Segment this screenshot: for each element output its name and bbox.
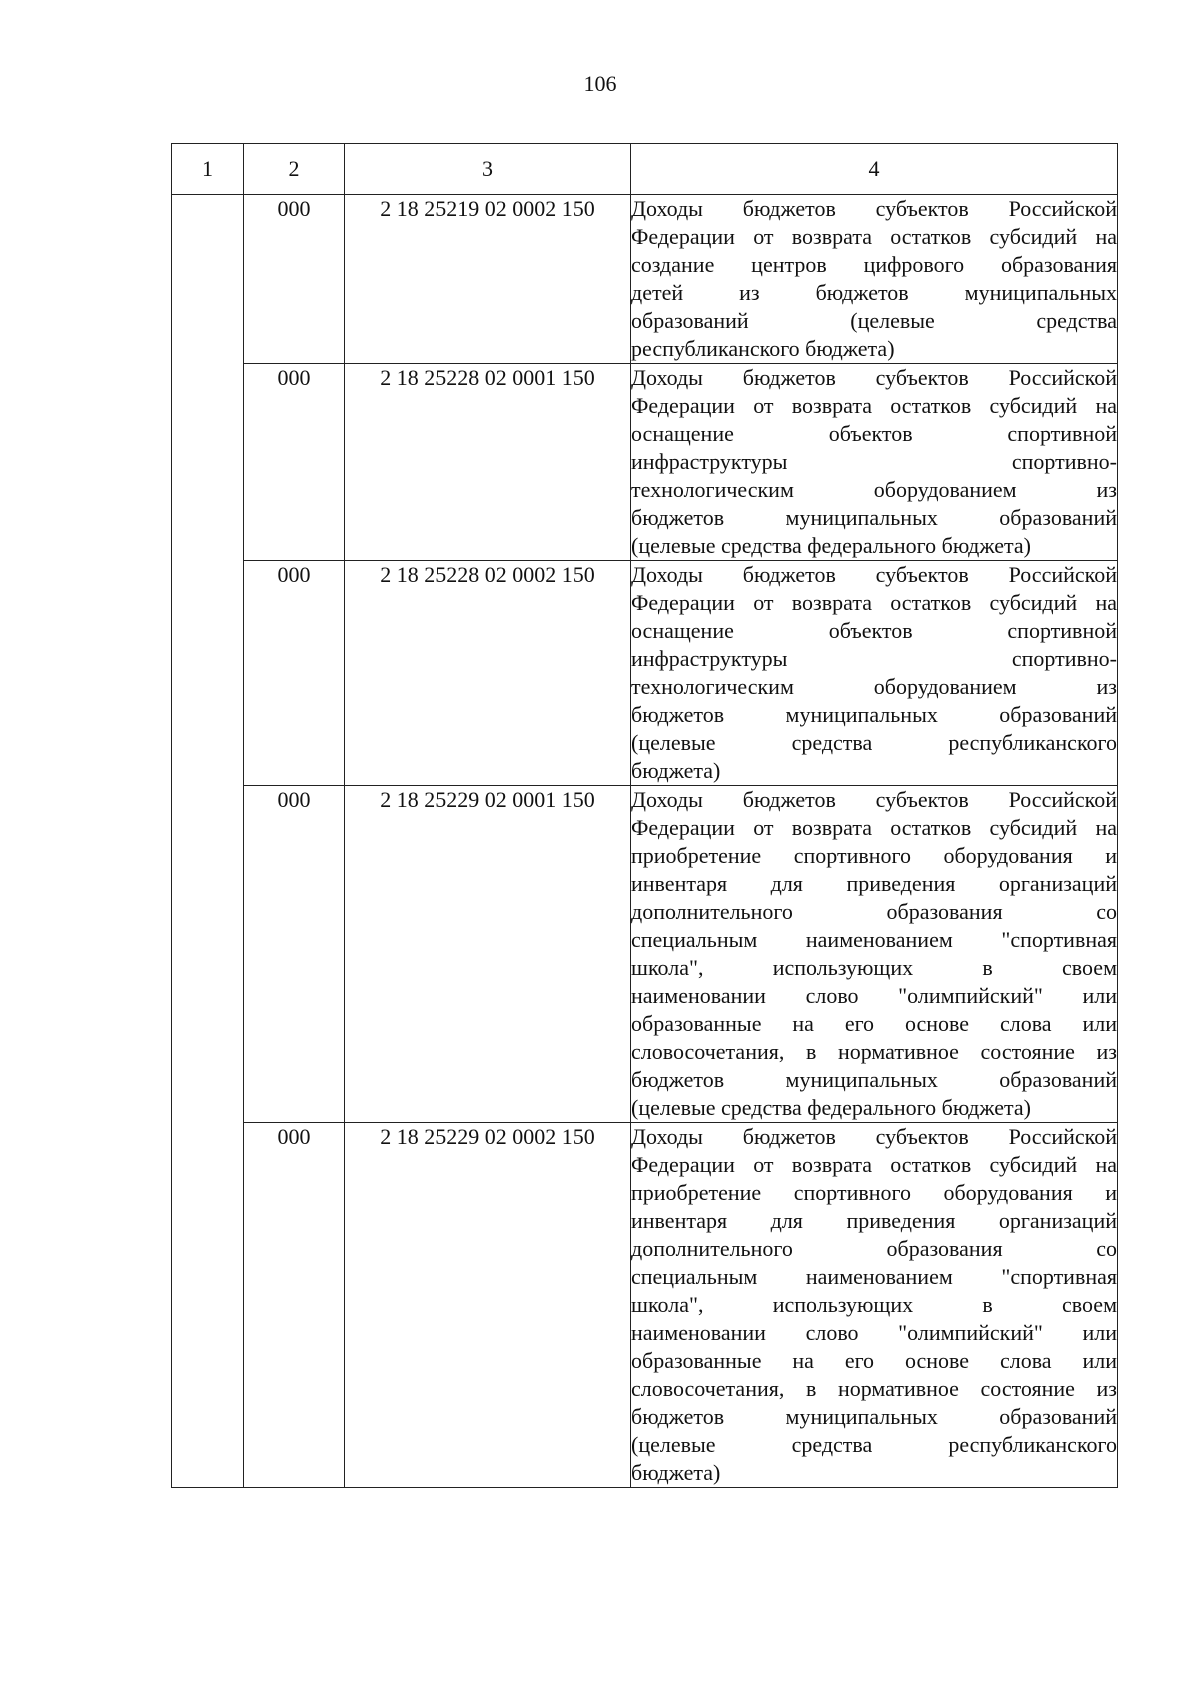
income-name-line: (целевые средства федерального бюджета) [631,533,1031,558]
table-header [172,144,1118,195]
income-name-line: образованные на его основе слова или [631,1011,1117,1036]
budget-code-cell: 2 18 25228 02 0002 150 [345,561,631,786]
income-name-line: наименовании слово "олимпийский" или [631,983,1117,1008]
table-row [172,1123,1118,1488]
income-name-line: инфраструктуры спортивно- [631,449,1117,474]
income-name-line: приобретение спортивного оборудования и [631,843,1117,868]
column-1-cell [172,195,244,1488]
column-header-1: 1 [172,144,244,195]
income-name-line: образованные на его основе слова или [631,1348,1117,1373]
table-body [172,195,1118,1488]
header-row [172,144,1118,195]
income-name-line: словосочетания, в нормативное состояние из [631,1039,1117,1064]
income-name-line: создание центров цифрового образования [631,252,1117,277]
income-name-line: республиканского бюджета) [631,336,895,361]
admin-code-cell: 000 [244,561,345,786]
income-name-line: Доходы бюджетов субъектов Российской [631,365,1117,390]
income-name-line: технологическим оборудованием из [631,477,1117,502]
admin-code-cell: 000 [244,195,345,364]
income-name-line: дополнительного образования со [631,1236,1117,1261]
income-name-line: (целевые средства федерального бюджета) [631,1095,1031,1120]
column-header-2: 2 [244,144,345,195]
column-header-4: 4 [631,144,1118,195]
income-name-line: инвентаря для приведения организаций [631,1208,1117,1233]
income-name-line: Доходы бюджетов субъектов Российской [631,787,1117,812]
column-header-3: 3 [345,144,631,195]
income-name-line: специальным наименованием "спортивная [631,1264,1117,1289]
income-name-line: дополнительного образования со [631,899,1117,924]
admin-code-cell: 000 [244,786,345,1123]
income-name-line: Федерации от возврата остатков субсидий на [631,393,1117,418]
income-name-line: Федерации от возврата остатков субсидий на [631,590,1117,615]
page-number: 106 [583,71,617,96]
income-name-line: наименовании слово "олимпийский" или [631,1320,1117,1345]
budget-codes-table [171,143,1118,1488]
income-name-line: словосочетания, в нормативное состояние из [631,1376,1117,1401]
income-name-line: (целевые средства республиканского [631,1432,1117,1457]
budget-code-cell: 2 18 25228 02 0001 150 [345,364,631,561]
income-name-line: бюджетов муниципальных образований [631,1404,1117,1429]
income-name-line: Федерации от возврата остатков субсидий на [631,1152,1117,1177]
income-name-cell [631,364,1118,561]
income-name-cell [631,786,1118,1123]
income-name-line: школа", использующих в своем [631,955,1117,980]
income-name-line: инвентаря для приведения организаций [631,871,1117,896]
budget-code-cell: 2 18 25229 02 0002 150 [345,1123,631,1488]
budget-code-cell: 2 18 25229 02 0001 150 [345,786,631,1123]
admin-code-cell: 000 [244,364,345,561]
income-name-cell [631,195,1118,364]
table-row [172,195,1118,364]
income-name-line: инфраструктуры спортивно- [631,646,1117,671]
income-name-line: (целевые средства республиканского [631,730,1117,755]
income-name-line: школа", использующих в своем [631,1292,1117,1317]
income-name-line: бюджетов муниципальных образований [631,702,1117,727]
income-name-line: Федерации от возврата остатков субсидий на [631,815,1117,840]
income-name-line: детей из бюджетов муниципальных [631,280,1117,305]
income-name-line: технологическим оборудованием из [631,674,1117,699]
income-name-line: оснащение объектов спортивной [631,618,1117,643]
income-name-line: бюджета) [631,1460,721,1485]
admin-code-cell: 000 [244,1123,345,1488]
income-name-line: бюджета) [631,758,721,783]
income-name-line: образований (целевые средства [631,308,1117,333]
income-name-line: Федерации от возврата остатков субсидий на [631,224,1117,249]
table-row [172,561,1118,786]
table-row [172,364,1118,561]
income-name-line: бюджетов муниципальных образований [631,1067,1117,1092]
income-name-cell [631,561,1118,786]
income-name-line: специальным наименованием "спортивная [631,927,1117,952]
income-name-line: Доходы бюджетов субъектов Российской [631,562,1117,587]
income-name-line: Доходы бюджетов субъектов Российской [631,1124,1117,1149]
income-name-line: приобретение спортивного оборудования и [631,1180,1117,1205]
budget-code-cell: 2 18 25219 02 0002 150 [345,195,631,364]
table-row [172,786,1118,1123]
income-name-cell [631,1123,1118,1488]
income-name-line: бюджетов муниципальных образований [631,505,1117,530]
income-name-line: оснащение объектов спортивной [631,421,1117,446]
income-name-line: Доходы бюджетов субъектов Российской [631,196,1117,221]
